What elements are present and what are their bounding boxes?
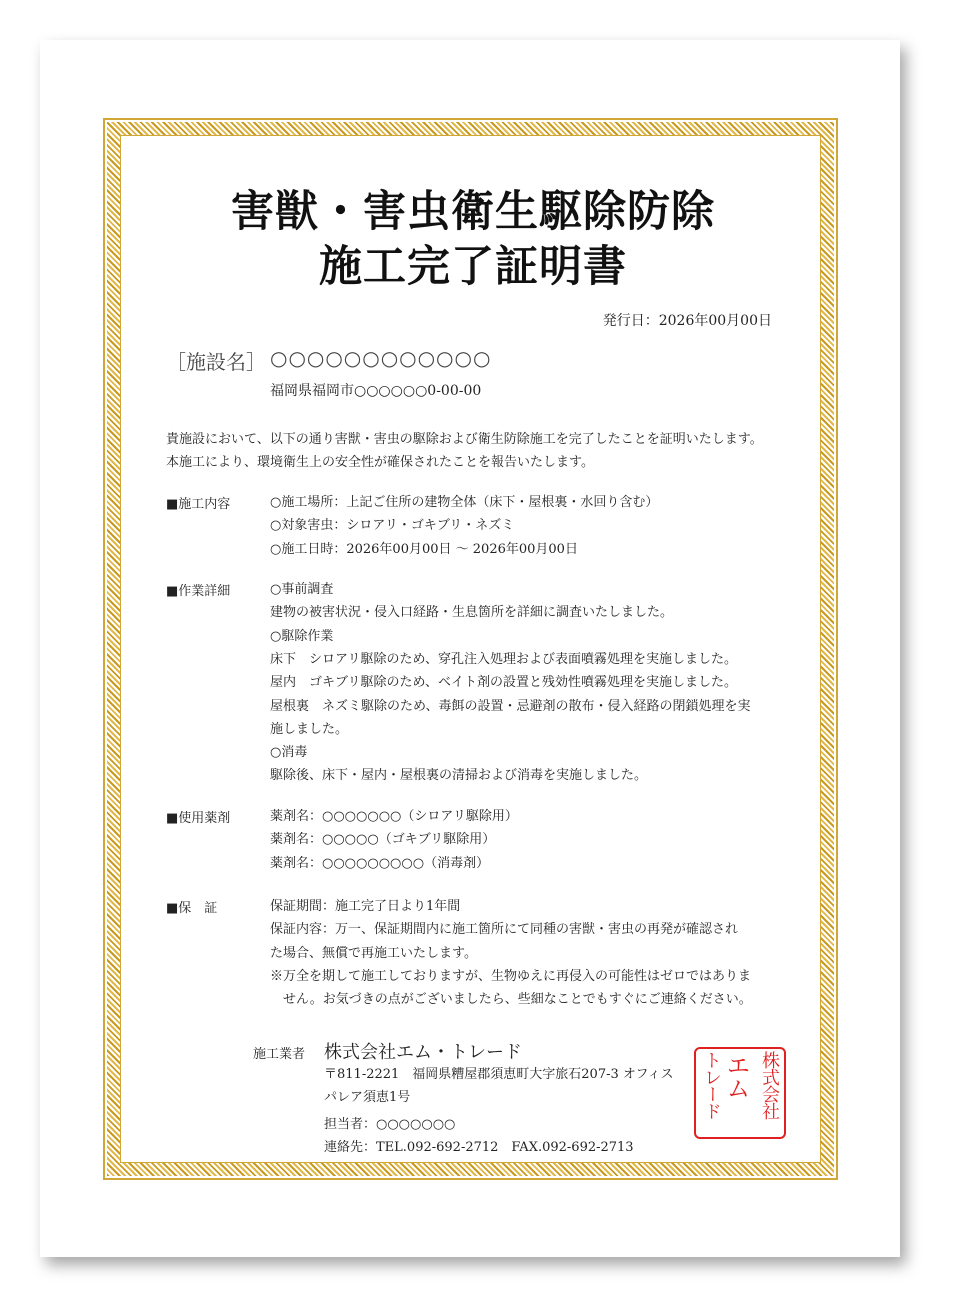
contractor-address: 〒811-2221 福岡県糟屋郡須恵町大字旅石207-3 オフィスパレア須恵1号 bbox=[324, 1067, 674, 1105]
section-line: た場合、無償で再施工いたします。 bbox=[270, 945, 477, 961]
contractor-contact: 連絡先：TEL.092-692-2712 FAX.092-692-2713 bbox=[324, 1140, 634, 1155]
section-line: 建物の被害状況・侵入口経路・生息箇所を詳細に調査いたしました。 bbox=[270, 605, 674, 621]
contractor-person: 担当者：○○○○○○○ bbox=[324, 1117, 456, 1132]
facility-label: ［施設名］ bbox=[166, 350, 266, 374]
section-line: ○駆除作業 bbox=[270, 628, 334, 644]
issue-date: 発行日：2026年00月00日 bbox=[602, 313, 772, 329]
section-line: 屋内 ゴキブリ駆除のため、ベイト剤の設置と残効性噴霧処理を実施しました。 bbox=[270, 675, 737, 691]
section-line: ○事前調査 bbox=[270, 582, 334, 597]
intro-line: 貴施設において、以下の通り害獣・害虫の駆除および衛生防除施工を完了したことを証明いたします。 bbox=[166, 432, 763, 447]
section-line: ○施工日時：2026年00月00日 ～ 2026年00月00日 bbox=[270, 541, 578, 557]
section-label: ■施工内容 bbox=[166, 497, 231, 512]
section-line: 施しました。 bbox=[270, 721, 349, 737]
section-line: 薬剤名：○○○○○（ゴキブリ駆除用） bbox=[270, 832, 496, 848]
section-line: ○施工場所：上記ご住所の建物全体（床下・屋根裏・水回り含む） bbox=[270, 495, 659, 510]
section-line: 薬剤名：○○○○○○○（シロアリ駆除用） bbox=[270, 809, 518, 824]
section-line: ○対象害虫：シロアリ・ゴキブリ・ネズミ bbox=[270, 518, 515, 534]
seal-text: トレード bbox=[701, 1051, 722, 1119]
seal-text: 株式会社 bbox=[759, 1051, 780, 1119]
facility-address: 福岡県福岡市○○○○○○0-00-00 bbox=[270, 383, 482, 399]
section-line: 保証内容：万一、保証期間内に施工箇所にて同種の害獣・害虫の再発が確認され bbox=[270, 922, 739, 938]
contractor-label: 施工業者 bbox=[253, 1047, 306, 1062]
company-seal bbox=[694, 1047, 786, 1139]
section-label: ■作業詳細 bbox=[166, 584, 231, 599]
title-line-1: 害獣・害虫衛生駆除防除 bbox=[231, 187, 715, 237]
section-label: ■保 証 bbox=[166, 901, 218, 916]
section-line: ○消毒 bbox=[270, 745, 308, 761]
section-line: 駆除後、床下・屋内・屋根裏の清掃および消毒を実施しました。 bbox=[270, 768, 648, 784]
section-line: 保証期間：施工完了日より1年間 bbox=[270, 899, 461, 914]
section-line: ※万全を期して施工しておりますが、生物ゆえに再侵入の可能性はゼロではありま bbox=[270, 968, 752, 984]
section-line: 薬剤名：○○○○○○○○○（消毒剤） bbox=[270, 855, 490, 871]
intro-line: 本施工により、環境衛生上の安全性が確保されたことを報告いたします。 bbox=[166, 455, 594, 470]
section-line: 床下 シロアリ駆除のため、穿孔注入処理および表面噴霧処理を実施しました。 bbox=[270, 651, 737, 667]
title-line-2: 施工完了証明書 bbox=[319, 242, 627, 292]
contractor-company: 株式会社エム・トレード bbox=[324, 1042, 522, 1063]
section-label: ■使用薬剤 bbox=[166, 811, 231, 826]
section-line: せん。お気づきの点がございましたら、些細なことでもすぐにご連絡ください。 bbox=[270, 992, 752, 1008]
facility-name: ○○○○○○○○○○○○ bbox=[270, 346, 492, 370]
section-line: 屋根裏 ネズミ駆除のため、毒餌の設置・忌避剤の散布・侵入経路の閉鎖処理を実 bbox=[270, 698, 751, 714]
seal-text: エム bbox=[722, 1053, 750, 1099]
